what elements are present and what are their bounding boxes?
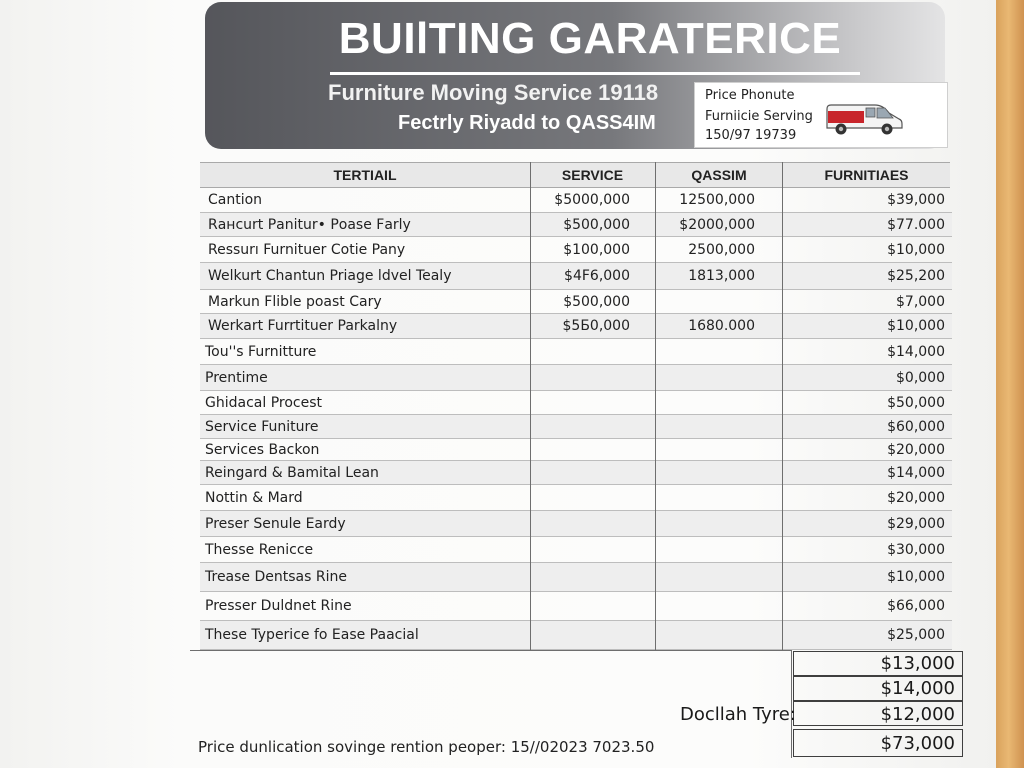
furniture-cell: $0,000 [896, 370, 945, 386]
service-cell: $500,000 [563, 294, 630, 310]
furniture-cell: $10,000 [887, 569, 945, 585]
contact-line-service: Furniicie Serving [705, 109, 813, 124]
total-value: $14,000 [880, 678, 955, 699]
column-header-qassim: QASSIM [691, 167, 747, 183]
furniture-cell: $20,000 [887, 490, 945, 506]
banner-divider [330, 72, 860, 75]
contact-line-number: 150/97 19739 [705, 128, 797, 143]
furniture-cell: $60,000 [887, 419, 945, 435]
contact-line-phone: Price Phonute [705, 88, 795, 103]
service-cell: $4F6,000 [564, 268, 630, 284]
item-name-cell: Reingard & Bamital Lean [205, 465, 379, 481]
furniture-cell: $30,000 [887, 542, 945, 558]
item-name-cell: Ressurı Furnituer Cotie Pany [208, 242, 406, 258]
furniture-cell: $29,000 [887, 516, 945, 532]
item-name-cell: Ghidacal Procest [205, 395, 322, 411]
furniture-cell: $10,000 [887, 242, 945, 258]
column-header-furniture: FURNITIAES [824, 167, 909, 183]
grand-total-label: Docllah Tyre: [680, 704, 796, 725]
furniture-cell: $14,000 [887, 344, 945, 360]
furniture-cell: $10,000 [887, 318, 945, 334]
item-name-cell: Service Funiture [205, 419, 319, 435]
qassim-cell: $2000,000 [679, 217, 755, 233]
service-cell: $5Б0,000 [562, 318, 630, 334]
qassim-cell: 2500,000 [688, 242, 755, 258]
service-cell: $500,000 [563, 217, 630, 233]
banner-subtitle-route: Fectrly Riyadd to QASS4IM [398, 112, 656, 134]
column-divider [530, 162, 531, 650]
qassim-cell: 12500,000 [679, 192, 755, 208]
delivery-van-icon [823, 99, 905, 137]
total-value: $12,000 [880, 704, 955, 725]
furniture-cell: $25,000 [887, 627, 945, 643]
item-name-cell: Presser Duldnet Rine [205, 598, 352, 614]
banner-subtitle-service: Furniture Moving Service 19118 [328, 80, 659, 105]
item-name-cell: Cantion [208, 192, 263, 208]
item-name-cell: Werkart Furrtituer Parkalny [208, 318, 398, 334]
item-name-cell: Markun Flible poast Cary [208, 294, 382, 310]
qassim-cell: 1680.000 [688, 318, 755, 334]
wood-surface [996, 0, 1024, 768]
item-name-cell: Prentime [205, 370, 268, 386]
table-bottom-rule [190, 650, 792, 651]
contact-box [694, 82, 948, 148]
banner-title: BUIlTING GARATERICE [338, 14, 842, 63]
footer-note: Price dunlication sovinge rention peoper: 15//02023 7023.50 [198, 738, 655, 756]
column-divider [655, 162, 656, 650]
furniture-cell: $39,000 [887, 192, 945, 208]
furniture-cell: $14,000 [887, 465, 945, 481]
item-name-cell: These Typerice fo Ease Paacial [205, 627, 419, 643]
item-name-cell: Nottin & Mard [205, 490, 303, 506]
item-name-cell: Thesse Renicce [205, 542, 314, 558]
item-name-cell: Trease Dentsas Rine [205, 569, 347, 585]
column-header-service: SERVICE [561, 167, 624, 183]
service-cell: $100,000 [563, 242, 630, 258]
item-name-cell: Welkurt Chantun Priage ldvel Tealy [208, 268, 452, 284]
furniture-cell: $25,200 [887, 268, 945, 284]
furniture-cell: $66,000 [887, 598, 945, 614]
furniture-cell: $7,000 [896, 294, 945, 310]
furniture-cell: $20,000 [887, 442, 945, 458]
item-name-cell: Services Backon [205, 442, 320, 458]
column-divider [782, 162, 783, 650]
total-value: $13,000 [880, 653, 955, 674]
furniture-cell: $77.000 [887, 217, 945, 233]
grand-total-value: $73,000 [880, 733, 955, 754]
item-name-cell: Preser Senule Eardy [205, 516, 346, 532]
furniture-cell: $50,000 [887, 395, 945, 411]
item-name-cell: Tou''s Furnitture [205, 344, 317, 360]
qassim-cell: 1813,000 [688, 268, 755, 284]
column-header-item: TERTIAIL [333, 167, 397, 183]
item-name-cell: Rансurt Pаnitur• Pоаsе Fаrly [208, 217, 411, 233]
service-cell: $5000,000 [554, 192, 630, 208]
